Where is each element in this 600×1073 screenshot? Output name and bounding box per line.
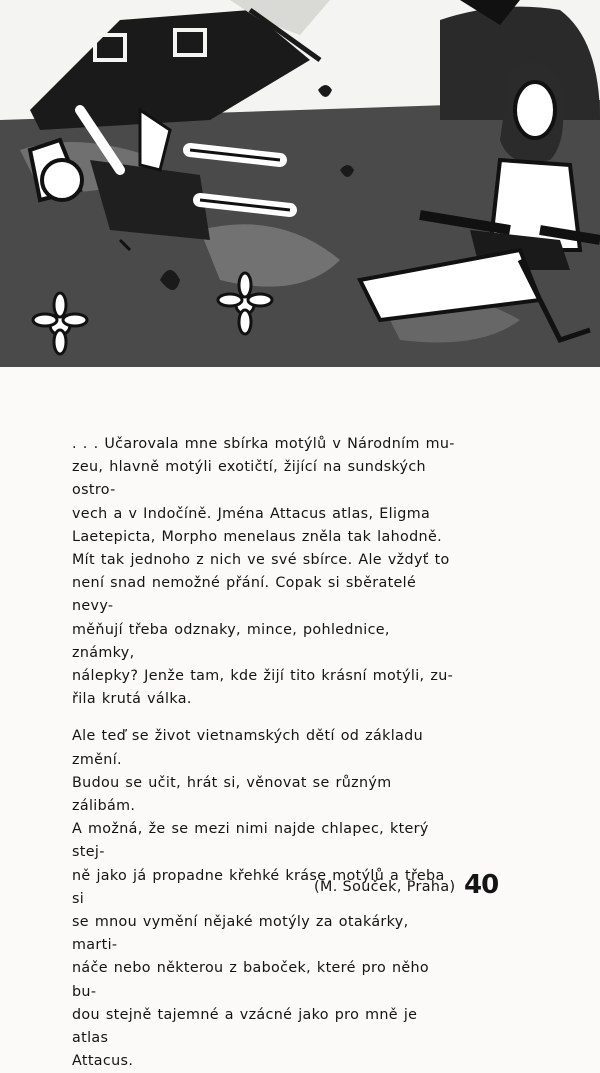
child-drawing-illustration bbox=[0, 0, 600, 367]
child-drawing-svg bbox=[0, 0, 600, 367]
paragraph-1: . . . Učarovala mne sbírka motýlů v Národním mu- zeu, hlavně motýli exotičtí, žijící na sundských ostro- vech a v Indočíně. Jména Attacus atlas, Eligma Laetepicta, Morpho menelaus zněla tak lahodně. Mít tak jednoho z nich ve své sbírce. Ale vždyť to není snad nemožné přání. Copak si sběratelé nevy- měňují třeba odznaky, mince, pohlednice, známky, nálepky? Jenže tam, kde žijí tito krásní motýli, zu- řila krutá válka. bbox=[72, 436, 455, 708]
page-number: 40 bbox=[464, 870, 499, 900]
author-attribution: (M. Souček, Praha) bbox=[314, 879, 456, 895]
paragraph-2: Ale teď se život vietnamských dětí od základu změní. Budou se učit, hrát si, věnovat se různým zálibám. A možná, že se mezi nimi najde chlapec, který stej- ně jako já propadne křehké kráse motýlů a třeba si se mnou vymění nějaké motýly za otakárky, marti- náče nebo některou z baboček, které pro něho bu- dou stejně tajemné a vzácné jako pro mně je atlas Attacus. bbox=[72, 728, 445, 1070]
article-text bbox=[72, 433, 458, 1073]
